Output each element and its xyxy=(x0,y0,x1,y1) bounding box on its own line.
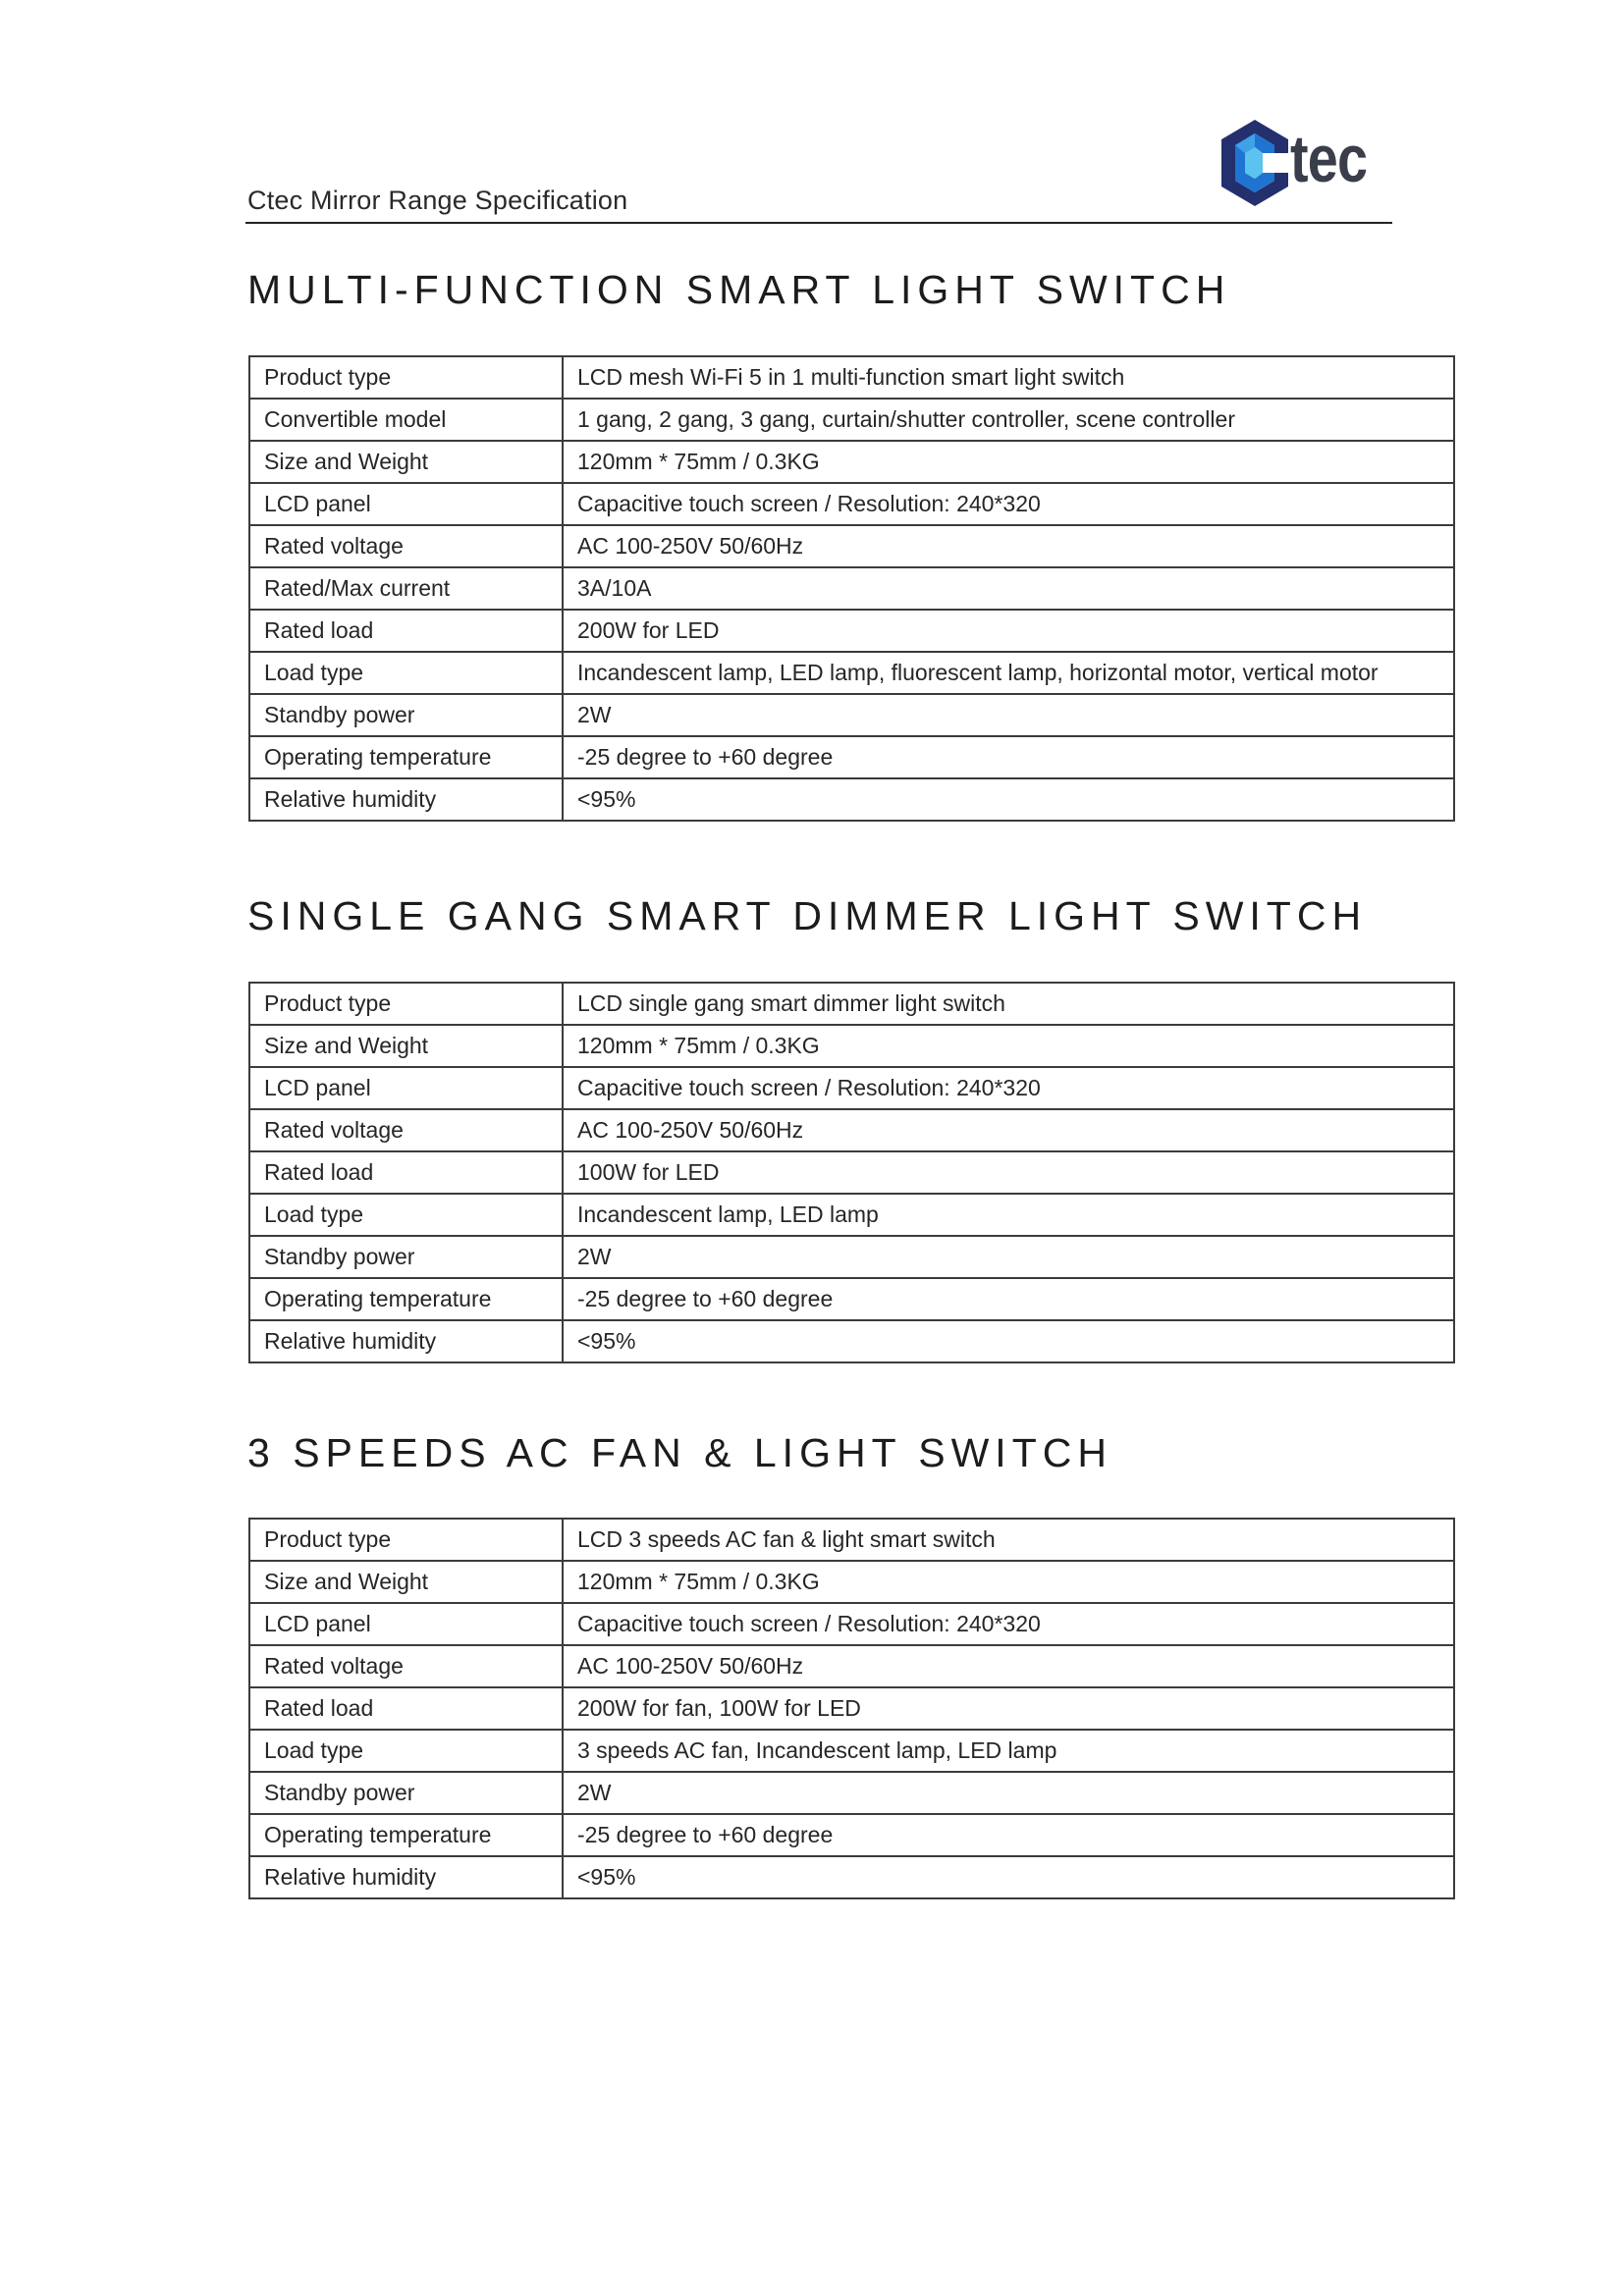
row-label: LCD panel xyxy=(249,483,563,525)
row-label: Standby power xyxy=(249,1236,563,1278)
row-value: Capacitive touch screen / Resolution: 240*320 xyxy=(563,483,1454,525)
table-row xyxy=(249,1519,1454,1561)
logo-wordmark: tec xyxy=(1290,122,1368,196)
row-label: Rated voltage xyxy=(249,525,563,567)
row-label: Operating temperature xyxy=(249,736,563,778)
row-value: Incandescent lamp, LED lamp xyxy=(563,1194,1454,1236)
row-label: Size and Weight xyxy=(249,1561,563,1603)
table-row xyxy=(249,356,1454,399)
table-row xyxy=(249,483,1454,525)
row-label: Rated load xyxy=(249,1151,563,1194)
row-value: <95% xyxy=(563,1856,1454,1898)
row-label: LCD panel xyxy=(249,1603,563,1645)
ctec-logo-icon xyxy=(1216,114,1294,212)
row-label: Rated voltage xyxy=(249,1109,563,1151)
row-value: 3 speeds AC fan, Incandescent lamp, LED lamp xyxy=(563,1730,1454,1772)
table-row xyxy=(249,778,1454,821)
row-label: Relative humidity xyxy=(249,1320,563,1362)
row-label: Operating temperature xyxy=(249,1278,563,1320)
document-title: Ctec Mirror Range Specification xyxy=(247,186,628,215)
table-row xyxy=(249,694,1454,736)
row-label: LCD panel xyxy=(249,1067,563,1109)
row-value: 2W xyxy=(563,1236,1454,1278)
row-label: Product type xyxy=(249,1519,563,1561)
row-label: Load type xyxy=(249,1730,563,1772)
table-row xyxy=(249,1730,1454,1772)
row-value: Capacitive touch screen / Resolution: 240*320 xyxy=(563,1067,1454,1109)
table-row xyxy=(249,1194,1454,1236)
section-title-single-gang-dimmer: SINGLE GANG SMART DIMMER LIGHT SWITCH xyxy=(247,893,1368,938)
table-row xyxy=(249,1772,1454,1814)
row-value: Capacitive touch screen / Resolution: 240*320 xyxy=(563,1603,1454,1645)
row-value: 2W xyxy=(563,1772,1454,1814)
ctec-logo xyxy=(1216,114,1392,212)
row-value: -25 degree to +60 degree xyxy=(563,1278,1454,1320)
row-value: 120mm * 75mm / 0.3KG xyxy=(563,1561,1454,1603)
table-row xyxy=(249,1603,1454,1645)
table-row xyxy=(249,441,1454,483)
row-label: Rated load xyxy=(249,1687,563,1730)
table-row xyxy=(249,1025,1454,1067)
row-label: Size and Weight xyxy=(249,441,563,483)
row-label: Relative humidity xyxy=(249,1856,563,1898)
spec-table-multi-function xyxy=(248,355,1455,822)
table-row xyxy=(249,567,1454,610)
row-label: Load type xyxy=(249,652,563,694)
row-value: 3A/10A xyxy=(563,567,1454,610)
table-row xyxy=(249,1109,1454,1151)
row-label: Product type xyxy=(249,356,563,399)
table-row xyxy=(249,1151,1454,1194)
row-value: 120mm * 75mm / 0.3KG xyxy=(563,1025,1454,1067)
row-label: Size and Weight xyxy=(249,1025,563,1067)
table-row xyxy=(249,736,1454,778)
spec-table-single-gang-dimmer xyxy=(248,982,1455,1363)
row-value: LCD single gang smart dimmer light switch xyxy=(563,983,1454,1025)
row-label: Standby power xyxy=(249,1772,563,1814)
table-row xyxy=(249,1814,1454,1856)
table-row xyxy=(249,1856,1454,1898)
row-value: Incandescent lamp, LED lamp, fluorescent lamp, horizontal motor, vertical motor xyxy=(563,652,1454,694)
row-value: LCD 3 speeds AC fan & light smart switch xyxy=(563,1519,1454,1561)
table-row xyxy=(249,1687,1454,1730)
table-row xyxy=(249,399,1454,441)
row-value: 2W xyxy=(563,694,1454,736)
row-value: 1 gang, 2 gang, 3 gang, curtain/shutter controller, scene controller xyxy=(563,399,1454,441)
row-value: 120mm * 75mm / 0.3KG xyxy=(563,441,1454,483)
table-row xyxy=(249,525,1454,567)
row-label: Product type xyxy=(249,983,563,1025)
row-value: 100W for LED xyxy=(563,1151,1454,1194)
row-value: LCD mesh Wi-Fi 5 in 1 multi-function smart light switch xyxy=(563,356,1454,399)
section-title-fan-light-switch: 3 SPEEDS AC FAN & LIGHT SWITCH xyxy=(247,1430,1112,1475)
row-value: AC 100-250V 50/60Hz xyxy=(563,525,1454,567)
table-row xyxy=(249,652,1454,694)
row-label: Rated/Max current xyxy=(249,567,563,610)
row-value: AC 100-250V 50/60Hz xyxy=(563,1109,1454,1151)
row-value: -25 degree to +60 degree xyxy=(563,736,1454,778)
table-row xyxy=(249,1561,1454,1603)
row-label: Rated load xyxy=(249,610,563,652)
table-row xyxy=(249,1320,1454,1362)
spec-table-fan-light-switch xyxy=(248,1518,1455,1899)
row-label: Standby power xyxy=(249,694,563,736)
row-value: <95% xyxy=(563,1320,1454,1362)
row-value: 200W for LED xyxy=(563,610,1454,652)
row-label: Convertible model xyxy=(249,399,563,441)
table-row xyxy=(249,1278,1454,1320)
row-value: 200W for fan, 100W for LED xyxy=(563,1687,1454,1730)
row-value: -25 degree to +60 degree xyxy=(563,1814,1454,1856)
table-row xyxy=(249,983,1454,1025)
row-value: <95% xyxy=(563,778,1454,821)
row-label: Load type xyxy=(249,1194,563,1236)
table-row xyxy=(249,1067,1454,1109)
row-value: AC 100-250V 50/60Hz xyxy=(563,1645,1454,1687)
section-title-multi-function: MULTI-FUNCTION SMART LIGHT SWITCH xyxy=(247,267,1231,312)
table-row xyxy=(249,1236,1454,1278)
row-label: Relative humidity xyxy=(249,778,563,821)
table-row xyxy=(249,1645,1454,1687)
table-row xyxy=(249,610,1454,652)
page-header xyxy=(245,108,1392,224)
row-label: Operating temperature xyxy=(249,1814,563,1856)
row-label: Rated voltage xyxy=(249,1645,563,1687)
